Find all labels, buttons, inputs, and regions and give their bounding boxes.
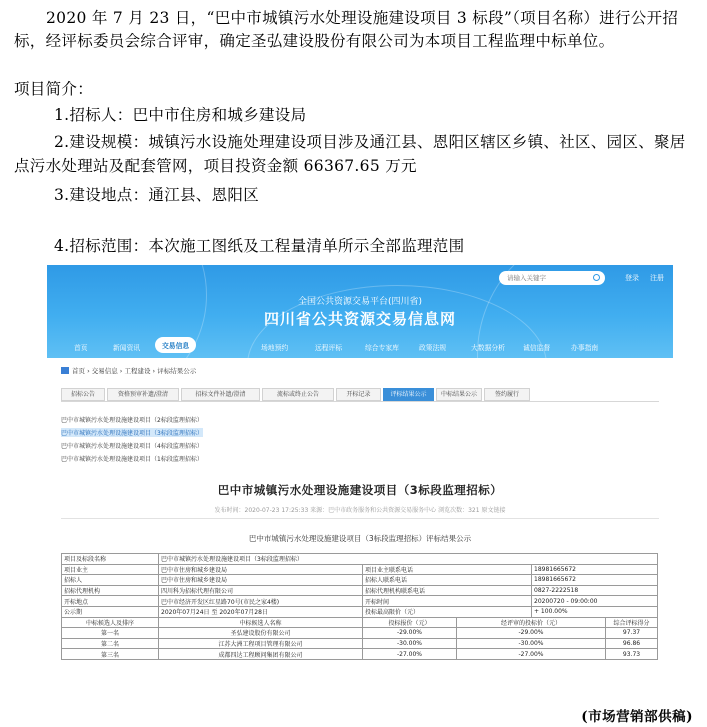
nav-item[interactable]: 政策法规 [419, 344, 447, 352]
list-item-location [14, 184, 698, 208]
table-row [62, 649, 658, 660]
table-cell: 投标报价（元） [363, 617, 457, 628]
item-number: 4. [54, 237, 70, 255]
table-cell: -27.00% [363, 649, 457, 660]
table-cell: 投标最高限价（元） [363, 606, 532, 617]
notice-subtitle: 巴中市城镇污水处理设施建设项目（3标段监理招标）评标结果公示 [248, 534, 472, 543]
table-cell: + 100.00% [532, 606, 658, 617]
table-cell: 巴中市住房和城乡建设局 [159, 575, 363, 586]
site-banner [47, 265, 673, 358]
tab[interactable]: 评标结果公示 [383, 388, 434, 401]
project-link[interactable]: 巴中市城镇污水处理设施建设项目（1标段监理招标） [61, 456, 203, 463]
item-number: 3. [54, 186, 70, 204]
notice-tabs [61, 388, 659, 402]
table-row [62, 628, 658, 639]
nav-item[interactable]: 新闻资讯 [113, 344, 141, 352]
nav-item[interactable]: 大数据分析 [471, 344, 505, 352]
footer-credit: (市场营销部供稿) [581, 709, 693, 725]
table-cell: 巴中市住房和城乡建设局 [159, 564, 363, 575]
table-row [62, 596, 658, 607]
table-cell: 项目业主联系电话 [363, 564, 532, 575]
table-cell: 20200720 - 09:00:00 [532, 596, 658, 607]
table-cell: 中标候选人名称 [159, 617, 363, 628]
nav-item[interactable]: 首页 [74, 344, 88, 352]
nav-item[interactable]: 诚信监督 [523, 344, 551, 352]
website-screenshot [47, 265, 673, 701]
breadcrumb-text: 首页 › 交易信息 › 工程建设 › 评标结果公示 [72, 367, 197, 375]
tab[interactable]: 开标记录 [336, 388, 381, 401]
table-cell: 18981665672 [532, 575, 658, 586]
doc-meta: 发布时间：2020-07-23 17:25:33 来源：巴中市政务服务和公共资源交易服务中心 浏览次数：321 原文链接 [214, 507, 506, 514]
project-link[interactable]: 巴中市城镇污水处理设施建设项目（2标段监理招标） [61, 417, 203, 424]
list-item-scale [14, 131, 698, 178]
table-cell: -29.00% [363, 628, 457, 639]
table-cell: 18981665672 [532, 564, 658, 575]
table-cell: 综合评标得分 [606, 617, 658, 628]
table-cell: 97.37 [606, 628, 658, 639]
search-placeholder: 请输入关键字 [507, 274, 546, 282]
table-cell: 招标代理机构联系电话 [363, 585, 532, 596]
item-text: 招标人：巴中市住房和城乡建设局 [69, 106, 307, 124]
table-row [62, 564, 658, 575]
table-cell: 巴中市经济开发区红星路70号(市民之家4楼) [159, 596, 363, 607]
table-cell: 招标代理机构 [62, 585, 159, 596]
nav-item[interactable]: 交易信息 [155, 337, 196, 353]
tab[interactable]: 招标文件补遗/澄清 [181, 388, 260, 401]
item-text: 招标范围：本次施工图纸及工程量清单所示全部监理范围 [69, 237, 465, 255]
table-cell: 江苏大洲工程项目管理有限公司 [159, 638, 363, 649]
login-link[interactable]: 登录 [625, 274, 639, 282]
table-cell: 公示期 [62, 606, 159, 617]
project-link[interactable]: 巴中市城镇污水处理设施建设项目（3标段监理招标） [61, 430, 203, 437]
table-row [62, 554, 658, 565]
divider [61, 518, 659, 519]
search-input[interactable] [499, 271, 605, 285]
site-subtitle: 全国公共资源交易平台(四川省) [297, 297, 423, 307]
nav-item[interactable]: 远程评标 [315, 344, 343, 352]
table-cell: 四川科为招标代理有限公司 [159, 585, 363, 596]
table-cell: 0827-2222518 [532, 585, 658, 596]
table-cell: 开标地点 [62, 596, 159, 607]
table-cell: 96.86 [606, 638, 658, 649]
table-cell: 93.73 [606, 649, 658, 660]
tab[interactable]: 中标结果公示 [436, 388, 482, 401]
nav-item[interactable]: 办事指南 [571, 344, 599, 352]
result-table [61, 553, 658, 660]
item-number: 2. [54, 133, 70, 151]
table-cell: -29.00% [457, 628, 606, 639]
table-row [62, 585, 658, 596]
tab[interactable]: 流标或终止公告 [262, 388, 334, 401]
table-cell: 第一名 [62, 628, 159, 639]
table-cell: 第三名 [62, 649, 159, 660]
table-cell: 2020年07月24日 至 2020年07月28日 [159, 606, 363, 617]
table-row [62, 606, 658, 617]
table-cell: 招标人联系电话 [363, 575, 532, 586]
item-text: 建设规模：城镇污水设施处理建设项目涉及通江县、恩阳区辖区乡镇、社区、园区、聚居点污水处理站及配套管网，项目投资金额 66367.65 万元 [14, 133, 686, 175]
table-cell: -27.00% [457, 649, 606, 660]
project-link[interactable]: 巴中市城镇污水处理设施建设项目（4标段监理招标） [61, 443, 203, 450]
nav-item[interactable]: 场地预约 [261, 344, 289, 352]
nav-item[interactable]: 综合专家库 [365, 344, 399, 352]
table-row [62, 638, 658, 649]
intro-heading: 项目简介： [14, 80, 94, 98]
item-text: 建设地点：通江县、恩阳区 [69, 186, 259, 204]
site-title: 四川省公共资源交易信息网 [263, 310, 456, 328]
table-cell: 开标时间 [363, 596, 532, 607]
doc-title: 巴中市城镇污水处理设施建设项目（3标段监理招标） [217, 483, 503, 497]
table-cell: 项目及标段名称 [62, 554, 159, 565]
table-cell: 中标候选人及排序 [62, 617, 159, 628]
search-icon[interactable] [593, 274, 600, 281]
table-cell: 经评审的投标价（元） [457, 617, 606, 628]
table-cell: 招标人 [62, 575, 159, 586]
table-cell: 圣弘建设股份有限公司 [159, 628, 363, 639]
home-icon[interactable] [61, 367, 69, 374]
item-number: 1. [54, 106, 70, 124]
table-cell: 成都四达工程顾问集团有限公司 [159, 649, 363, 660]
register-link[interactable]: 注册 [650, 274, 664, 282]
list-item-scope [14, 235, 698, 259]
table-header-row [62, 617, 658, 628]
table-cell: 第二名 [62, 638, 159, 649]
table-cell: 项目业主 [62, 564, 159, 575]
table-cell: 巴中市城镇污水处理设施建设项目（3标段监理招标） [159, 554, 658, 565]
table-cell: -30.00% [363, 638, 457, 649]
table-row [62, 575, 658, 586]
table-cell: -30.00% [457, 638, 606, 649]
list-item-bidder [14, 104, 698, 128]
breadcrumb [61, 366, 196, 375]
tab[interactable]: 签约履行 [484, 388, 530, 401]
tab[interactable]: 招标公告 [61, 388, 105, 401]
paragraph-result: 2020 年 7 月 23 日，“巴中市城镇污水处理设施建设项目 3 标段”（项目名称）进行公开招标，经评标委员会综合评审，确定圣弘建设股份有限公司为本项目工程监理中标单位。 [14, 9, 679, 50]
tab[interactable]: 资格预审补遗/澄清 [107, 388, 179, 401]
main-nav [47, 335, 673, 358]
